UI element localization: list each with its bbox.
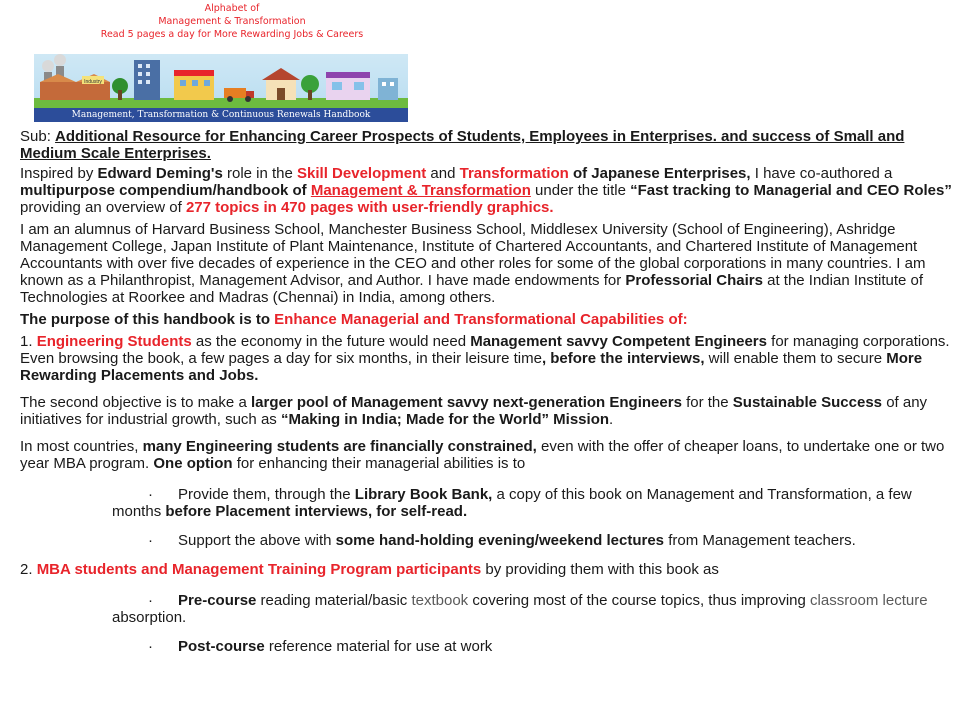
banner-line-1: Alphabet of — [204, 3, 260, 14]
banner-header — [18, 2, 446, 41]
banner-line-3: Read 5 pages a day for More Rewarding Jobs & Careers — [100, 29, 364, 40]
second-objective-paragraph: The second objective is to make a larger pool of Management savvy next-generation Engineers for the Sustainable Success of any initiatives for industrial growth, such as “Making in India; Made for the World” Mission. — [20, 394, 928, 428]
city-illustration — [34, 54, 408, 108]
item-engineering-students: 1. Engineering Students as the economy in the future would need Management savvy Competent Engineers for managing corporations. Even browsing the book, a few pages a day for six months, in their leisure time, before the interviews, will enable them to secure More Rewarding Placements and Jobs. — [20, 333, 950, 384]
alumnus-paragraph: I am an alumnus of Harvard Business School, Manchester Business School, Middlesex University (School of Engineering), Ashridge Management College, Japan Institute of Plant Maintenance, Institute of Chartered Accountants, and Chartered Institute of Management Accountants with over five decades of experience in the CEO and other roles for some of the global corporations in many countries. I am known as a Philanthropist, Management Advisor, and Author. I have made endowments for Professorial Chairs at the Indian Institute of Technologies at Roorkee and Madras (Chennai) in India, among others. — [20, 221, 926, 306]
banner-line-2: Management & Transformation — [158, 16, 306, 27]
bullet-post-course: · Post-course reference material for use at work — [148, 638, 493, 655]
bullet-hand-holding-lectures: · Support the above with some hand-holding evening/weekend lectures from Management teachers. — [148, 532, 856, 549]
subject-line: Sub: Additional Resource for Enhancing Career Prospects of Students, Employees in Enterprises. and success of Small and Medium Scale Enterprises. — [20, 128, 905, 162]
financial-constraint-paragraph: In most countries, many Engineering students are financially constrained, even with the offer of cheaper loans, to undertake one or two year MBA program. One option for enhancing their managerial abilities is to — [20, 438, 945, 472]
inspired-paragraph: Inspired by Edward Deming's role in the Skill Development and Transformation of Japanese Enterprises, I have co-authored a multipurpose compendium/handbook of Management & Transformation under the title “Fast tracking to Managerial and CEO Roles” providing an overview of 277 topics in 470 pages with user-friendly graphics. — [20, 165, 952, 216]
industry-sign: Industry — [84, 79, 102, 85]
item-mba-students: 2. MBA students and Management Training Program participants by providing them with this book as — [20, 561, 719, 578]
bullet-library-book-bank: · Provide them, through the Library Book Bank, a copy of this book on Management and Transformation, a few months before Placement interviews, for self-read. — [112, 486, 912, 520]
purpose-heading: The purpose of this handbook is to Enhance Managerial and Transformational Capabilities of: — [20, 311, 688, 328]
handbook-title-link: Management & Transformation — [310, 182, 531, 199]
letter-body — [20, 128, 958, 667]
subject-text: Additional Resource for Enhancing Career Prospects of Students, Employees in Enterprises. and success of Small and Medium Scale Enterprises. — [20, 128, 905, 162]
banner-caption: Management, Transformation & Continuous Renewals Handbook — [34, 108, 408, 122]
bullet-pre-course: · Pre-course reading material/basic textbook covering most of the course topics, thus improving classroom lecture absorption. — [112, 592, 928, 626]
handbook-banner-image — [34, 54, 408, 122]
